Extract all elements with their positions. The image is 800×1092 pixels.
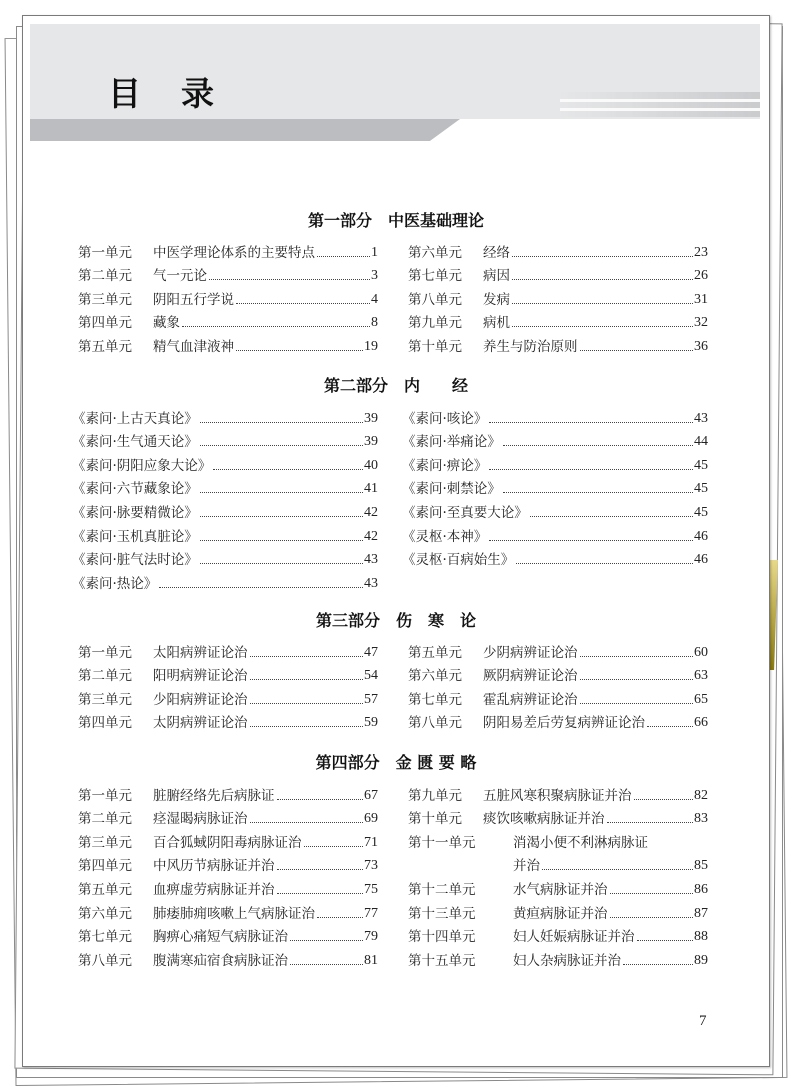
toc-entry-page: 54	[364, 668, 378, 684]
toc-entry[interactable]	[402, 498, 708, 522]
dot-leader	[607, 822, 694, 823]
part-heading: 第四部分 金 匮 要 略	[315, 753, 477, 772]
toc-entry[interactable]	[78, 262, 378, 286]
toc-entry[interactable]	[408, 285, 708, 309]
dot-leader	[542, 869, 693, 870]
toc-entry-page: 36	[694, 338, 708, 354]
dot-leader	[236, 303, 370, 304]
toc-entry-page: 85	[694, 858, 708, 874]
toc-entry[interactable]	[408, 781, 708, 805]
toc-entry-page: 60	[694, 644, 708, 660]
toc-entry-title: 消渴小便不利淋病脉证	[513, 834, 648, 851]
toc-entry[interactable]	[402, 404, 708, 428]
dot-leader	[290, 964, 363, 965]
dot-leader	[516, 563, 693, 564]
dot-leader	[317, 256, 370, 257]
toc-entry[interactable]	[72, 498, 378, 522]
toc-entry-page: 19	[364, 338, 378, 354]
toc-entry-page: 42	[364, 528, 378, 544]
toc-entry[interactable]	[408, 899, 708, 923]
toc-entry-title: 病因	[483, 268, 510, 285]
toc-entry-unit: 第四单元	[78, 315, 132, 332]
toc-entry-title: 水气病脉证并治	[513, 881, 608, 898]
toc-entry-unit: 第六单元	[78, 905, 132, 922]
toc-entry-page: 23	[694, 244, 708, 260]
toc-entry-title: 《素问·刺禁论》	[402, 481, 501, 498]
toc-entry-page: 67	[364, 787, 378, 803]
toc-entry[interactable]	[408, 662, 708, 686]
dot-leader	[200, 540, 363, 541]
toc-entry-unit: 第一单元	[78, 787, 132, 804]
toc-column-left	[78, 781, 378, 970]
dot-leader	[580, 656, 694, 657]
toc-entry-unit: 第八单元	[78, 952, 132, 969]
toc-entry[interactable]	[402, 428, 708, 452]
toc-entry-unit: 第八单元	[408, 291, 462, 308]
toc-entry-title: 腹满寒疝宿食病脉证治	[153, 952, 288, 969]
toc-entry-title: 《素问·阴阳应象大论》	[72, 457, 212, 474]
toc-entry[interactable]	[402, 546, 708, 570]
toc-entry-title: 《素问·生气通天论》	[72, 434, 198, 451]
toc-entry[interactable]	[408, 946, 708, 970]
toc-entry[interactable]	[78, 685, 378, 709]
toc-entry-title: 《素问·上古天真论》	[72, 410, 198, 427]
dot-leader	[512, 326, 693, 327]
header-decor-lines	[560, 92, 760, 117]
dot-leader	[634, 799, 694, 800]
toc-column-left	[78, 238, 378, 356]
page-title-char: 录	[181, 74, 254, 113]
toc-entry[interactable]	[408, 709, 708, 733]
toc-entry[interactable]	[72, 428, 378, 452]
toc-entry-unit: 第三单元	[78, 834, 132, 851]
toc-entry[interactable]	[408, 685, 708, 709]
toc-entry-unit: 第七单元	[78, 929, 132, 946]
toc-entry-page: 4	[371, 291, 378, 307]
toc-entry-title: 气一元论	[153, 268, 207, 285]
dot-leader	[159, 587, 363, 588]
toc-entry-title: 藏象	[153, 315, 180, 332]
toc-entry[interactable]	[78, 852, 378, 876]
toc-entry-page: 71	[364, 834, 378, 850]
toc-entry-title: 《灵枢·本神》	[402, 528, 488, 545]
dot-leader	[503, 445, 693, 446]
toc-entry-unit: 第四单元	[78, 858, 132, 875]
toc-column-left	[78, 638, 378, 732]
dot-leader	[277, 799, 364, 800]
toc-entry-title: 《素问·玉机真脏论》	[72, 528, 198, 545]
toc-entry-unit: 第六单元	[408, 668, 462, 685]
toc-entry-title: 血痹虚劳病脉证并治	[153, 881, 275, 898]
toc-entry-title: 《灵枢·百病始生》	[402, 552, 515, 569]
toc-entry-title: 《素问·六节藏象论》	[72, 481, 198, 498]
dot-leader	[200, 516, 363, 517]
toc-entry-title: 肺痿肺痈咳嗽上气病脉证治	[153, 905, 315, 922]
toc-entry-page: 41	[364, 481, 378, 497]
toc-entry-title: 妇人杂病脉证并治	[513, 952, 621, 969]
toc-column-right	[408, 638, 708, 732]
toc-entry-unit: 第五单元	[78, 881, 132, 898]
toc-entry-page: 73	[364, 858, 378, 874]
toc-entry-title: 病机	[483, 315, 510, 332]
toc-entry-title: 五脏风寒积聚病脉证并治	[483, 787, 632, 804]
dot-leader	[250, 822, 364, 823]
toc-entry-title: 胸痹心痛短气病脉证治	[153, 929, 288, 946]
toc-entry[interactable]	[72, 569, 378, 593]
toc-entry-unit: 第九单元	[408, 315, 462, 332]
part-heading: 第一部分 中医基础理论	[307, 211, 484, 230]
toc-entry-title: 《素问·举痛论》	[402, 434, 501, 451]
dot-leader	[317, 917, 363, 918]
dot-leader	[580, 703, 694, 704]
toc-entry-title: 太阴病辨证论治	[153, 715, 248, 732]
toc-entry-unit: 第八单元	[408, 715, 462, 732]
dot-leader	[250, 679, 364, 680]
toc-entry-unit: 第二单元	[78, 668, 132, 685]
toc-entry[interactable]	[408, 828, 708, 852]
toc-entry-unit: 第五单元	[78, 338, 132, 355]
toc-entry-continued[interactable]	[408, 852, 708, 876]
toc-entry-title: 中风历节病脉证并治	[153, 858, 275, 875]
toc-entry-unit: 第十单元	[408, 338, 462, 355]
toc-entry-page: 79	[364, 929, 378, 945]
toc-entry-title: 精气血津液神	[153, 338, 234, 355]
toc-entry-unit: 第三单元	[78, 291, 132, 308]
dot-leader	[610, 917, 694, 918]
toc-entry-page: 75	[364, 881, 378, 897]
toc-entry[interactable]	[78, 285, 378, 309]
toc-entry-page: 8	[371, 315, 378, 331]
dot-leader	[236, 350, 363, 351]
dot-leader	[200, 422, 363, 423]
toc-entry[interactable]	[78, 662, 378, 686]
toc-entry-page: 45	[694, 504, 708, 520]
toc-entry-title: 《素问·脉要精微论》	[72, 504, 198, 521]
toc-entry-title: 《素问·至真要大论》	[402, 504, 528, 521]
toc-entry[interactable]	[408, 638, 708, 662]
toc-entry-unit: 第三单元	[78, 691, 132, 708]
toc-entry-page: 83	[694, 811, 708, 827]
toc-entry[interactable]	[78, 309, 378, 333]
toc-entry-title: 霍乱病辨证论治	[483, 691, 578, 708]
toc-entry[interactable]	[402, 451, 708, 475]
toc-entry-page: 57	[364, 691, 378, 707]
toc-entry-page: 32	[694, 315, 708, 331]
toc-entry-page: 88	[694, 929, 708, 945]
dot-leader	[200, 563, 363, 564]
toc-entry[interactable]	[408, 238, 708, 262]
toc-entry-title: 阳明病辨证论治	[153, 668, 248, 685]
toc-entry[interactable]	[78, 946, 378, 970]
toc-entry[interactable]	[72, 451, 378, 475]
dot-leader	[623, 964, 693, 965]
toc-entry[interactable]	[78, 828, 378, 852]
toc-entry-page: 42	[364, 504, 378, 520]
toc-entry-page: 3	[371, 268, 378, 284]
toc-entry-page: 66	[694, 715, 708, 731]
toc-entry-unit: 第十一单元	[408, 834, 476, 851]
toc-column-right	[408, 238, 708, 356]
toc-entry-page: 65	[694, 691, 708, 707]
toc-entry-unit: 第十单元	[408, 811, 462, 828]
toc-entry-title: 脏腑经络先后病脉证	[153, 787, 275, 804]
toc-entry-title: 《素问·热论》	[72, 575, 158, 592]
toc-entry-page: 39	[364, 410, 378, 426]
dot-leader	[580, 350, 694, 351]
toc-entry[interactable]	[408, 923, 708, 947]
toc-page	[22, 15, 770, 1067]
dot-leader	[200, 445, 363, 446]
dot-leader	[250, 703, 364, 704]
toc-entry-unit: 第十二单元	[408, 881, 476, 898]
toc-entry-page: 40	[364, 457, 378, 473]
dot-leader	[610, 893, 694, 894]
toc-entry[interactable]	[408, 262, 708, 286]
toc-entry[interactable]	[78, 238, 378, 262]
toc-entry-title: 阴阳易差后劳复病辨证论治	[483, 715, 645, 732]
toc-entry-title: 痰饮咳嗽病脉证并治	[483, 811, 605, 828]
toc-entry[interactable]	[78, 899, 378, 923]
part-heading: 第二部分 内 经	[323, 376, 468, 395]
toc-entry[interactable]	[78, 805, 378, 829]
toc-entry-page: 59	[364, 715, 378, 731]
toc-column-right	[408, 781, 708, 970]
toc-entry-title: 阴阳五行学说	[153, 291, 234, 308]
toc-entry-title: 《素问·脏气法时论》	[72, 552, 198, 569]
toc-entry-page: 89	[694, 952, 708, 968]
toc-entry-title: 百合狐蜮阴阳毒病脉证治	[153, 834, 302, 851]
toc-entry-page: 77	[364, 905, 378, 921]
toc-entry[interactable]	[402, 522, 708, 546]
toc-entry-page: 82	[694, 787, 708, 803]
dot-leader	[580, 679, 694, 680]
toc-entry[interactable]	[72, 546, 378, 570]
toc-entry-unit: 第六单元	[408, 244, 462, 261]
toc-entry-title: 痉湿暍病脉证治	[153, 811, 248, 828]
toc-entry-title-cont: 并治	[513, 858, 540, 875]
toc-entry[interactable]	[408, 332, 708, 356]
toc-entry-title: 发病	[483, 291, 510, 308]
toc-entry-unit: 第五单元	[408, 644, 462, 661]
toc-entry-page: 1	[371, 244, 378, 260]
toc-entry-unit: 第四单元	[78, 715, 132, 732]
toc-entry-page: 45	[694, 457, 708, 473]
toc-entry-title: 太阳病辨证论治	[153, 644, 248, 661]
toc-entry-title: 少阳病辨证论治	[153, 691, 248, 708]
toc-entry-page: 45	[694, 481, 708, 497]
dot-leader	[489, 540, 693, 541]
dot-leader	[290, 940, 363, 941]
dot-leader	[250, 726, 364, 727]
dot-leader	[647, 726, 693, 727]
toc-entry[interactable]	[78, 638, 378, 662]
dot-leader	[503, 492, 693, 493]
toc-entry[interactable]	[408, 875, 708, 899]
header-strip	[30, 119, 460, 141]
toc-entry-title: 少阴病辨证论治	[483, 644, 578, 661]
toc-entry[interactable]	[402, 475, 708, 499]
dot-leader	[250, 656, 364, 657]
toc-entry[interactable]	[78, 709, 378, 733]
toc-entry-page: 46	[694, 552, 708, 568]
toc-entry-title: 中医学理论体系的主要特点	[153, 244, 315, 261]
dot-leader	[637, 940, 694, 941]
toc-entry-title: 经络	[483, 244, 510, 261]
toc-entry-unit: 第七单元	[408, 268, 462, 285]
toc-entry-page: 47	[364, 644, 378, 660]
toc-entry-page: 39	[364, 434, 378, 450]
toc-entry-title: 《素问·咳论》	[402, 410, 488, 427]
toc-entry-unit: 第一单元	[78, 244, 132, 261]
toc-entry-page: 86	[694, 881, 708, 897]
toc-entry-page: 63	[694, 668, 708, 684]
toc-entry[interactable]	[72, 522, 378, 546]
toc-entry[interactable]	[78, 923, 378, 947]
toc-column-right	[402, 404, 708, 569]
toc-entry[interactable]	[408, 805, 708, 829]
toc-entry-page: 46	[694, 528, 708, 544]
toc-entry-unit: 第二单元	[78, 268, 132, 285]
dot-leader	[512, 303, 693, 304]
toc-entry-page: 43	[694, 410, 708, 426]
toc-entry-unit: 第九单元	[408, 787, 462, 804]
toc-entry-unit: 第二单元	[78, 811, 132, 828]
dot-leader	[277, 893, 364, 894]
page-number: 7	[699, 1013, 707, 1029]
toc-entry-page: 43	[364, 552, 378, 568]
toc-entry-unit: 第一单元	[78, 644, 132, 661]
toc-entry-title: 养生与防治原则	[483, 338, 578, 355]
toc-entry[interactable]	[72, 404, 378, 428]
dot-leader	[213, 469, 363, 470]
toc-entry-unit: 第十三单元	[408, 905, 476, 922]
toc-entry-unit: 第十五单元	[408, 952, 476, 969]
toc-entry-page: 43	[364, 575, 378, 591]
toc-entry-unit: 第十四单元	[408, 929, 476, 946]
dot-leader	[200, 492, 363, 493]
toc-entry-title: 黄疸病脉证并治	[513, 905, 608, 922]
dot-leader	[512, 279, 693, 280]
dot-leader	[304, 846, 364, 847]
dot-leader	[277, 869, 364, 870]
page-title-char: 目	[108, 74, 181, 113]
toc-entry-page: 69	[364, 811, 378, 827]
toc-entry-page: 87	[694, 905, 708, 921]
toc-entry[interactable]	[72, 475, 378, 499]
dot-leader	[182, 326, 370, 327]
page-title	[108, 68, 254, 115]
toc-entry-page: 44	[694, 434, 708, 450]
toc-entry-title: 妇人妊娠病脉证并治	[513, 929, 635, 946]
toc-entry-unit: 第七单元	[408, 691, 462, 708]
toc-entry-title: 厥阴病辨证论治	[483, 668, 578, 685]
dot-leader	[530, 516, 693, 517]
toc-entry[interactable]	[78, 875, 378, 899]
toc-entry-page: 81	[364, 952, 378, 968]
toc-entry[interactable]	[78, 781, 378, 805]
toc-entry-page: 26	[694, 268, 708, 284]
dot-leader	[489, 469, 693, 470]
dot-leader	[489, 422, 693, 423]
toc-entry[interactable]	[78, 332, 378, 356]
toc-entry-page: 31	[694, 291, 708, 307]
dot-leader	[512, 256, 693, 257]
toc-entry[interactable]	[408, 309, 708, 333]
part-heading: 第三部分 伤 寒 论	[315, 611, 476, 630]
toc-entry-title: 《素问·痹论》	[402, 457, 488, 474]
toc-column-left	[72, 404, 378, 593]
dot-leader	[209, 279, 370, 280]
